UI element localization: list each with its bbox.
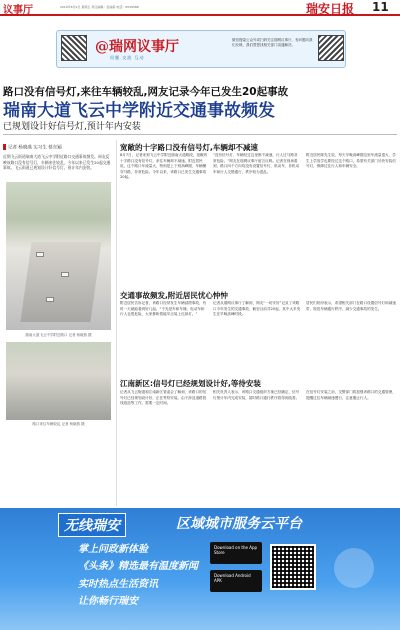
footer-line: 实时热点生活资讯 (78, 579, 158, 590)
decorative-circle (334, 548, 374, 588)
photo-caption: 瑞南大道飞云中学附近路口 记者 杨晓燕 摄 (25, 333, 92, 337)
article-photo (6, 342, 111, 420)
byline (3, 144, 62, 151)
article-photo (6, 182, 111, 330)
banner-subtitle: 问题 交流 互动 (110, 55, 145, 60)
footer-title-right: 区域城市服务云平台 (176, 516, 302, 532)
body-text: 相关负责人表示，该路口交通组织方案已经确定，信号灯预计年内完成安装，届时路口通行秩序将得到改善。 (213, 390, 300, 400)
banner-title: @瑞网议事厅 (95, 39, 179, 55)
column-divider (116, 140, 117, 506)
bullet-bar-icon (3, 144, 6, 150)
article-headline: 瑞南大道飞云中学附近交通事故频发 (3, 101, 275, 121)
footer-line: 让你畅行瑞安 (78, 596, 138, 607)
page-number: 11 (372, 0, 389, 14)
body-text: 记者从瑞网议事厅了解到，网友“一切安好”记录了该路口今年发生的交通事故，截至目前共20起，其中大多发生在早晚高峰时段。 (213, 301, 301, 316)
road-shape (20, 242, 101, 322)
issue-meta: 2019年8月9日 星期五 责任编辑：金丽娟 电话：6539588 (60, 5, 139, 9)
footer-line: 掌上问政新体验 (78, 544, 148, 555)
car-shape (61, 272, 69, 277)
article-kicker: 路口没有信号灯,来往车辆较乱,网友记录今年已发生20起事故 (3, 86, 289, 98)
section-subhead: 宽敞的十字路口没有信号灯,车辆却不减速 (120, 143, 258, 152)
body-text: 居民们纷纷表示，希望相关部门在路口设置信号灯和减速带，规范车辆通行秩序，减少交通事故的发生。 (306, 301, 396, 311)
article-deck: 已规划设计好信号灯,预计年内安装 (3, 122, 141, 132)
newspaper-logo: 瑞安日报 (306, 2, 355, 16)
app-store-button[interactable]: Download on the App Store (210, 542, 262, 564)
car-shape (46, 297, 54, 302)
section-subhead: 交通事故频发,附近居民忧心忡忡 (120, 291, 228, 300)
body-text: “没有信号灯，车辆经过这里都不减速，行人过马路非常危险。”网友在瑞网议事厅留言反映。记者在现场看到，路口四个方向均没有设置信号灯，机动车、非机动车和行人交错通行，秩序较为混乱。 (213, 153, 300, 174)
byline-text: 记者 杨晓燕 实习生 蔡东颖 (8, 145, 62, 151)
banner-text: 微信搜索公众号或扫码关注瑞网议事厅，有问题向我们反映，我们帮您找相关部门沟通解决。 (232, 38, 313, 47)
section-title: 议事厅 (3, 5, 33, 16)
article-lead: 近期飞云街道瑞南大道飞云中学附近路口交通事故频发。网友反映该路口没有信号灯，车辆来往较乱，今年以来已发生20起交通事故。飞云街道已规划设计好信号灯，预计年内安装。 (3, 154, 111, 171)
footer-title-left: 无线瑞安 (58, 513, 126, 537)
car-shape (36, 252, 44, 257)
photo-caption: 路口来往车辆较乱 记者 杨晓燕 摄 (32, 422, 85, 426)
body-text: 8月7日，记者来到飞云中学附近瑞南大道路段，宽敞的十字路口没有信号灯，来往车辆却不减速。附近居民说，这个路口车流量大，特别是上下班高峰期，车辆横穿马路，非常危险。今年以来，该路口已发生交通事故20起。 (120, 153, 208, 179)
body-text: 记者从飞云街道和江南新区管委会了解到，该路口的信号灯已经规划设计好，正在等待安装。由于涉及道路管线改造等工作，需要一定时间。 (120, 390, 207, 405)
body-text: 附近居民陈先生说，每天早晚高峰期这里车流量很大，学生上学放学也要经过这个路口，希望有关部门尽快安装信号灯，保障过往行人和车辆安全。 (306, 153, 396, 168)
section-subhead: 江南新区:信号灯已经规划设计好,等待安装 (120, 379, 261, 388)
footer-line: 《头条》精选最有温度新闻 (78, 561, 198, 572)
divider (3, 134, 397, 135)
android-apk-button[interactable]: Download Android APK (210, 570, 262, 592)
qr-code-icon (270, 544, 316, 590)
qr-code-icon (61, 35, 87, 61)
body-text: 在信号灯安装之前，交警部门将加强该路口的交通管理，提醒过往车辆减速慢行，注意避让行人。 (306, 390, 396, 400)
body-text: 附近居民告诉记者，该路口经常发生车辆刮擦事故，有时一天就能看到好几起。“不光是车和车撞，电动车和行人也很危险，大家都盼着能早点装上红绿灯。” (120, 301, 207, 316)
qr-code-icon (318, 35, 344, 61)
